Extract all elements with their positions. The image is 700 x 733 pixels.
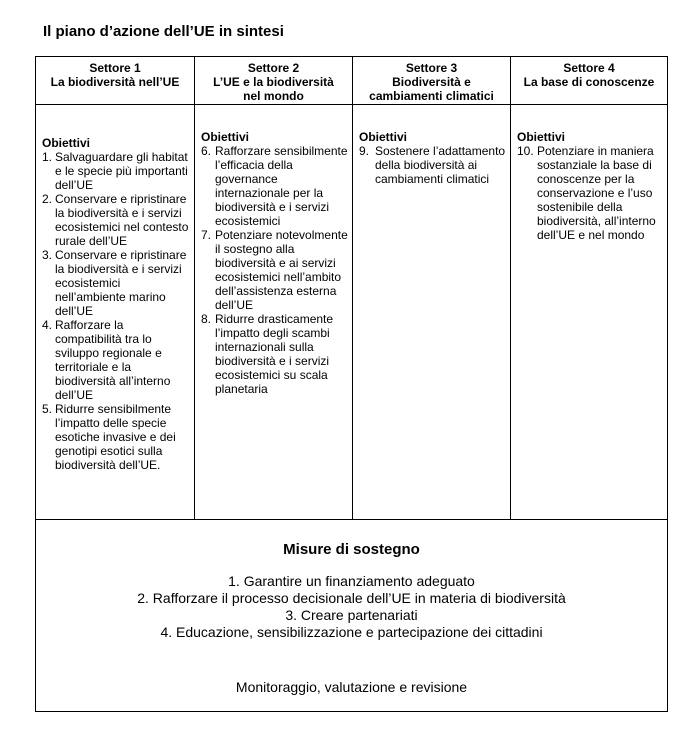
objective-item: 2. Conservare e ripristinare la biodiversità e i servizi ecosistemici nel contesto rurale dell’UE — [42, 192, 189, 248]
objectives-list — [201, 144, 348, 396]
objective-item: 8. Ridurre drasticamente l’impatto degli scambi internazionali sulla biodiversità e i servizi ecosistemici su scala planetaria — [201, 312, 334, 396]
monitoring-text: Monitoraggio, valutazione e revisione — [235, 679, 468, 695]
sector-body — [517, 130, 663, 242]
support-measure-item: 3. Creare partenariati — [285, 607, 418, 623]
objective-item: 5. Ridurre sensibilmente l’impatto delle specie esotiche invasive e dei genotipi esotici sulla biodiversità dell’UE. — [42, 402, 176, 472]
sector-name: L’UE e la biodiversità — [213, 75, 334, 89]
objective-item: 10. Potenziare in maniera sostanziale la base di conoscenze per la conservazione e l’uso sostenibile della biodiversità, all’interno dell’UE e nel mondo — [517, 144, 656, 242]
objective-item: 9. Sostenere l’adattamento della biodiversità ai cambiamenti climatici — [359, 144, 506, 186]
objectives-label: Obiettivi — [201, 130, 250, 144]
support-measure-item: 2. Rafforzare il processo decisionale dell’UE in materia di biodiversità — [137, 590, 566, 606]
sector-name: La biodiversità nell’UE — [50, 75, 180, 89]
objective-item: 6. Rafforzare sensibilmente l’efficacia della governance internazionale per la biodiversità e i servizi ecosistemici — [201, 144, 348, 228]
objective-item: 1. Salvaguardare gli habitat e le specie più importanti dell’UE — [42, 150, 188, 192]
sector-header — [36, 61, 194, 89]
support-measure-item: 1. Garantire un finanziamento adeguato — [228, 573, 475, 589]
support-measures-list — [36, 573, 667, 641]
sector-number: Settore 3 — [405, 61, 458, 75]
sector-name: La base di conoscenze — [523, 75, 655, 89]
objective-item: 4. Rafforzare la compatibilità tra lo sviluppo regionale e territoriale e la biodiversità all’interno dell’UE — [42, 318, 171, 402]
header-divider — [511, 104, 667, 105]
header-divider — [353, 104, 510, 105]
objectives-list — [42, 150, 190, 472]
action-plan-table — [35, 56, 668, 712]
support-measure-item: 4. Educazione, sensibilizzazione e partecipazione dei cittadini — [160, 624, 543, 640]
header-divider — [36, 104, 194, 105]
sector-body — [201, 130, 348, 396]
sector-name: Biodiversità e — [392, 75, 471, 89]
page-title: Il piano d’azione dell’UE in sintesi — [43, 23, 284, 40]
sector-header — [353, 61, 510, 103]
sectors-row — [36, 57, 667, 520]
sector-body — [42, 136, 190, 472]
sector-name-line2: cambiamenti climatici — [369, 89, 494, 103]
sector-1-column — [36, 57, 194, 519]
header-divider — [195, 104, 352, 105]
support-measures-section — [36, 520, 667, 711]
sector-number: Settore 2 — [247, 61, 300, 75]
objective-item: 3. Conservare e ripristinare la biodiversità e i servizi ecosistemici nell’ambiente marino dell’UE — [42, 248, 187, 318]
sector-number: Settore 1 — [89, 61, 141, 75]
support-measures-title: Misure di sostegno — [283, 541, 420, 558]
objectives-label: Obiettivi — [359, 130, 408, 144]
objectives-list — [517, 144, 663, 242]
sector-3-column — [352, 57, 510, 519]
objective-item: 7. Potenziare notevolmente il sostegno alla biodiversità e ai servizi ecosistemici nell’ambito dell’assistenza esterna dell’UE — [201, 228, 348, 312]
sector-header — [195, 61, 352, 103]
objectives-list — [359, 144, 506, 186]
objectives-label: Obiettivi — [42, 136, 91, 150]
sector-2-column — [194, 57, 352, 519]
sector-name-line2: nel mondo — [243, 89, 304, 103]
sector-body — [359, 130, 506, 186]
sector-number: Settore 4 — [563, 61, 615, 75]
sector-4-column — [510, 57, 667, 519]
sector-header — [511, 61, 667, 89]
objectives-label: Obiettivi — [517, 130, 566, 144]
